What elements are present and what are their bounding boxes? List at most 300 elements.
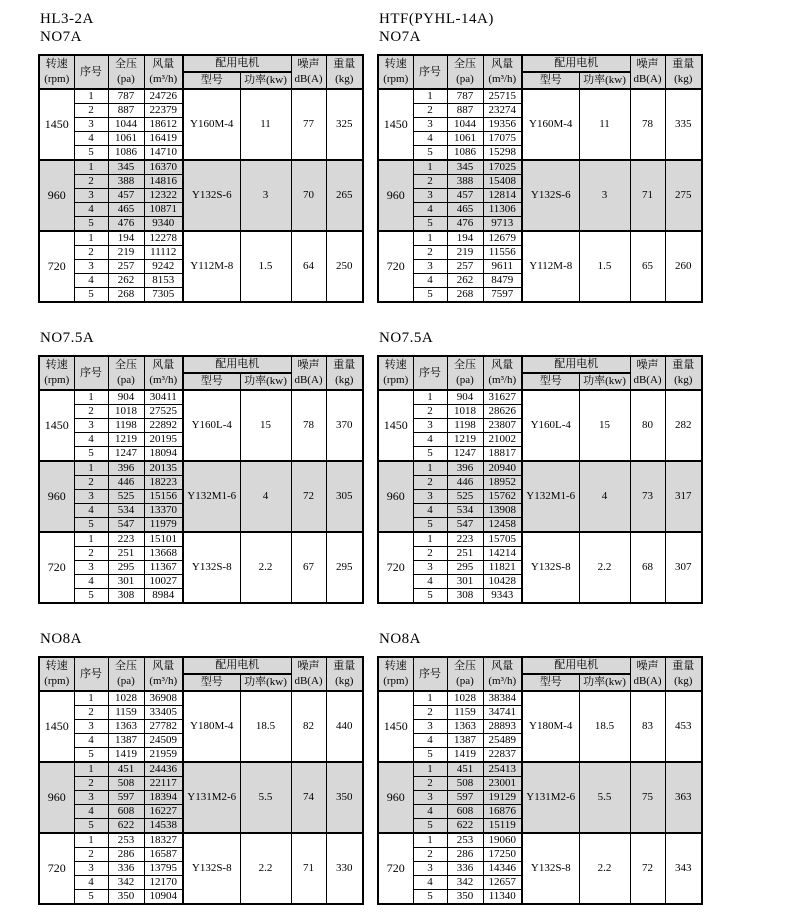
airflow-cell: 34741 <box>483 706 522 720</box>
col-header-seq <box>74 55 108 89</box>
seq-cell: 3 <box>74 561 108 575</box>
pressure-cell: 451 <box>108 762 144 777</box>
airflow-cell: 12814 <box>483 189 522 203</box>
seq-cell: 1 <box>413 833 447 848</box>
rpm-cell: 720 <box>39 833 74 904</box>
col-header-weight-label: 重量 <box>333 359 356 371</box>
seq-cell: 4 <box>74 805 108 819</box>
col-header-motor-group <box>522 55 630 72</box>
power-cell: 1.5 <box>240 231 291 302</box>
pressure-cell: 388 <box>108 175 144 189</box>
seq-cell: 5 <box>74 589 108 604</box>
col-header-power-label: 功率(kw) <box>583 375 626 387</box>
col-header-rpm-label: (rpm) <box>44 675 70 687</box>
airflow-cell: 22379 <box>144 104 183 118</box>
airflow-cell: 17250 <box>483 848 522 862</box>
col-header-pressure-label: 全压 <box>454 359 476 371</box>
table-body <box>378 691 702 904</box>
noise-cell: 71 <box>291 833 326 904</box>
col-header-model-label: 型号 <box>539 74 562 86</box>
airflow-cell: 28893 <box>483 720 522 734</box>
seq-cell: 5 <box>74 819 108 834</box>
col-header-rpm-label: 转速 <box>384 58 407 70</box>
col-header-seq <box>413 55 447 89</box>
seq-cell: 2 <box>74 848 108 862</box>
size-title: NO7.5A <box>40 330 95 346</box>
pressure-cell: 251 <box>108 547 144 561</box>
noise-cell: 70 <box>291 160 326 231</box>
rpm-cell: 1450 <box>39 390 74 461</box>
power-cell: 4 <box>579 461 630 532</box>
pressure-cell: 508 <box>447 777 483 791</box>
airflow-cell: 16419 <box>144 132 183 146</box>
motor-model-cell: Y160M-4 <box>183 89 240 160</box>
header-row <box>39 356 363 373</box>
seq-cell: 3 <box>74 720 108 734</box>
seq-cell: 4 <box>413 805 447 819</box>
col-header-airflow-label: 风量 <box>491 359 514 371</box>
col-header-weight <box>326 55 363 89</box>
pressure-cell: 308 <box>108 589 144 604</box>
col-header-weight-label: 重量 <box>672 359 695 371</box>
fan-spec-table <box>38 656 364 905</box>
airflow-cell: 8984 <box>144 589 183 604</box>
airflow-cell: 27525 <box>144 405 183 419</box>
spec-section <box>38 10 800 303</box>
airflow-cell: 10027 <box>144 575 183 589</box>
col-header-weight-label: 重量 <box>333 660 356 672</box>
seq-cell: 4 <box>413 274 447 288</box>
motor-model-cell: Y132M1-6 <box>522 461 579 532</box>
seq-cell: 1 <box>74 691 108 706</box>
table-titles <box>38 329 362 347</box>
spec-section <box>38 630 800 905</box>
airflow-cell: 23807 <box>483 419 522 433</box>
motor-model-cell: Y180M-4 <box>522 691 579 762</box>
pressure-cell: 525 <box>108 490 144 504</box>
seq-cell: 3 <box>413 419 447 433</box>
col-header-weight-label: (kg) <box>674 675 693 687</box>
col-header-power <box>579 72 630 89</box>
table-row <box>39 461 363 476</box>
seq-cell: 1 <box>74 231 108 246</box>
col-header-rpm-label: 转速 <box>384 660 407 672</box>
airflow-cell: 25489 <box>483 734 522 748</box>
weight-cell: 275 <box>665 160 702 231</box>
weight-cell: 453 <box>665 691 702 762</box>
table-row <box>39 691 363 706</box>
seq-cell: 3 <box>413 189 447 203</box>
rpm-cell: 1450 <box>39 691 74 762</box>
pressure-cell: 547 <box>108 518 144 533</box>
weight-cell: 307 <box>665 532 702 603</box>
airflow-cell: 15408 <box>483 175 522 189</box>
pressure-cell: 787 <box>447 89 483 104</box>
pressure-cell: 608 <box>108 805 144 819</box>
table-row <box>39 390 363 405</box>
spec-section <box>38 329 800 604</box>
col-header-motor-group-label: 配用电机 <box>554 358 599 370</box>
airflow-cell: 8153 <box>144 274 183 288</box>
weight-cell: 350 <box>326 762 363 833</box>
power-cell: 1.5 <box>579 231 630 302</box>
col-header-noise-label: dB(A) <box>294 73 323 85</box>
col-header-power <box>240 674 291 691</box>
airflow-cell: 20135 <box>144 461 183 476</box>
airflow-cell: 27782 <box>144 720 183 734</box>
seq-cell: 2 <box>74 175 108 189</box>
table-row <box>378 160 702 175</box>
seq-cell: 1 <box>74 762 108 777</box>
col-header-airflow <box>144 657 183 691</box>
airflow-cell: 19129 <box>483 791 522 805</box>
pressure-cell: 251 <box>447 547 483 561</box>
table-titles <box>377 10 701 46</box>
col-header-weight-label: 重量 <box>333 58 356 70</box>
airflow-cell: 14538 <box>144 819 183 834</box>
pressure-cell: 308 <box>447 589 483 604</box>
rpm-cell: 1450 <box>378 390 413 461</box>
col-header-rpm <box>39 657 74 691</box>
pressure-cell: 194 <box>108 231 144 246</box>
rpm-cell: 960 <box>378 160 413 231</box>
header-row <box>378 55 702 72</box>
col-header-motor-group <box>183 55 291 72</box>
pressure-cell: 457 <box>108 189 144 203</box>
pressure-cell: 451 <box>447 762 483 777</box>
col-header-weight-label: (kg) <box>674 73 693 85</box>
seq-cell: 2 <box>413 104 447 118</box>
pressure-cell: 257 <box>447 260 483 274</box>
col-header-pressure <box>108 356 144 390</box>
pressure-cell: 1219 <box>447 433 483 447</box>
col-header-rpm-label: 转速 <box>45 58 68 70</box>
airflow-cell: 10871 <box>144 203 183 217</box>
pressure-cell: 1086 <box>108 146 144 161</box>
col-header-pressure-label: 全压 <box>115 359 137 371</box>
col-header-pressure-label: 全压 <box>454 58 476 70</box>
col-header-airflow <box>483 657 522 691</box>
col-header-noise-label: 噪声 <box>297 359 320 371</box>
motor-model-cell: Y132S-8 <box>522 532 579 603</box>
pressure-cell: 1247 <box>108 447 144 462</box>
motor-model-cell: Y132S-6 <box>183 160 240 231</box>
pressure-cell: 219 <box>447 246 483 260</box>
pressure-cell: 1086 <box>447 146 483 161</box>
seq-cell: 4 <box>413 734 447 748</box>
series-title: HL3-2A <box>40 11 94 27</box>
col-header-seq-label: 序号 <box>419 667 441 680</box>
col-header-motor-group-label: 配用电机 <box>215 57 260 69</box>
noise-cell: 83 <box>630 691 665 762</box>
weight-cell: 440 <box>326 691 363 762</box>
pressure-cell: 268 <box>108 288 144 303</box>
seq-cell: 3 <box>74 260 108 274</box>
weight-cell: 265 <box>326 160 363 231</box>
seq-cell: 3 <box>74 189 108 203</box>
col-header-pressure-label: (pa) <box>117 675 135 687</box>
power-cell: 2.2 <box>240 532 291 603</box>
col-header-power-label: 功率(kw) <box>583 74 626 86</box>
airflow-cell: 15298 <box>483 146 522 161</box>
airflow-cell: 12657 <box>483 876 522 890</box>
seq-cell: 1 <box>74 390 108 405</box>
pressure-cell: 223 <box>447 532 483 547</box>
col-header-weight <box>665 356 702 390</box>
col-header-seq <box>74 657 108 691</box>
motor-model-cell: Y112M-8 <box>183 231 240 302</box>
col-header-motor-group <box>522 356 630 373</box>
col-header-power-label: 功率(kw) <box>583 676 626 688</box>
col-header-airflow-label: (m³/h) <box>488 374 517 386</box>
seq-cell: 5 <box>74 288 108 303</box>
seq-cell: 4 <box>413 132 447 146</box>
table-row <box>378 231 702 246</box>
col-header-rpm <box>39 356 74 390</box>
motor-model-cell: Y132S-8 <box>183 833 240 904</box>
table-row <box>39 160 363 175</box>
seq-cell: 1 <box>74 160 108 175</box>
seq-cell: 1 <box>74 89 108 104</box>
table-header <box>378 356 702 390</box>
airflow-cell: 18394 <box>144 791 183 805</box>
table-block <box>38 10 362 303</box>
seq-cell: 5 <box>74 890 108 905</box>
pressure-cell: 223 <box>108 532 144 547</box>
power-cell: 3 <box>579 160 630 231</box>
power-cell: 11 <box>240 89 291 160</box>
seq-cell: 4 <box>413 876 447 890</box>
col-header-noise <box>630 657 665 691</box>
col-header-airflow-label: (m³/h) <box>149 73 178 85</box>
airflow-cell: 16876 <box>483 805 522 819</box>
seq-cell: 4 <box>74 433 108 447</box>
col-header-pressure <box>108 55 144 89</box>
pressure-cell: 1018 <box>108 405 144 419</box>
col-header-rpm <box>378 657 413 691</box>
col-header-pressure <box>447 55 483 89</box>
col-header-weight-label: (kg) <box>335 73 354 85</box>
col-header-model <box>522 674 579 691</box>
col-header-weight-label: (kg) <box>335 675 354 687</box>
pressure-cell: 396 <box>447 461 483 476</box>
noise-cell: 73 <box>630 461 665 532</box>
series-title: HTF(PYHL-14A) <box>379 11 494 27</box>
seq-cell: 5 <box>413 217 447 232</box>
pressure-cell: 1028 <box>447 691 483 706</box>
seq-cell: 2 <box>413 246 447 260</box>
noise-cell: 78 <box>630 89 665 160</box>
seq-cell: 4 <box>74 504 108 518</box>
seq-cell: 1 <box>413 532 447 547</box>
fan-spec-table <box>377 355 703 604</box>
seq-cell: 1 <box>413 691 447 706</box>
airflow-cell: 9242 <box>144 260 183 274</box>
seq-cell: 5 <box>74 518 108 533</box>
seq-cell: 2 <box>413 405 447 419</box>
airflow-cell: 18817 <box>483 447 522 462</box>
rpm-cell: 960 <box>39 160 74 231</box>
rpm-cell: 720 <box>378 231 413 302</box>
rpm-cell: 1450 <box>378 691 413 762</box>
seq-cell: 2 <box>74 246 108 260</box>
col-header-airflow-label: (m³/h) <box>149 675 178 687</box>
seq-cell: 2 <box>413 848 447 862</box>
airflow-cell: 14214 <box>483 547 522 561</box>
col-header-airflow <box>144 55 183 89</box>
col-header-seq-label: 序号 <box>80 667 102 680</box>
col-header-model <box>522 373 579 390</box>
col-header-airflow <box>483 55 522 89</box>
col-header-seq-label: 序号 <box>80 366 102 379</box>
pressure-cell: 622 <box>108 819 144 834</box>
seq-cell: 1 <box>413 160 447 175</box>
header-row <box>39 657 363 674</box>
seq-cell: 4 <box>74 876 108 890</box>
airflow-cell: 22117 <box>144 777 183 791</box>
seq-cell: 4 <box>413 203 447 217</box>
pressure-cell: 1419 <box>447 748 483 763</box>
weight-cell: 250 <box>326 231 363 302</box>
seq-cell: 5 <box>413 748 447 763</box>
seq-cell: 3 <box>413 260 447 274</box>
pressure-cell: 301 <box>447 575 483 589</box>
seq-cell: 5 <box>413 146 447 161</box>
col-header-weight <box>665 657 702 691</box>
seq-cell: 5 <box>74 146 108 161</box>
motor-model-cell: Y112M-8 <box>522 231 579 302</box>
weight-cell: 370 <box>326 390 363 461</box>
pressure-cell: 1247 <box>447 447 483 462</box>
seq-cell: 5 <box>413 819 447 834</box>
rpm-cell: 720 <box>378 833 413 904</box>
col-header-pressure-label: (pa) <box>456 675 474 687</box>
airflow-cell: 21002 <box>483 433 522 447</box>
col-header-rpm-label: (rpm) <box>44 73 70 85</box>
size-title: NO8A <box>40 631 82 647</box>
header-row <box>378 657 702 674</box>
power-cell: 4 <box>240 461 291 532</box>
airflow-cell: 24436 <box>144 762 183 777</box>
pressure-cell: 1419 <box>108 748 144 763</box>
motor-model-cell: Y160M-4 <box>522 89 579 160</box>
sections-root <box>38 10 800 905</box>
airflow-cell: 9611 <box>483 260 522 274</box>
airflow-cell: 15156 <box>144 490 183 504</box>
col-header-airflow-label: 风量 <box>152 359 175 371</box>
noise-cell: 72 <box>291 461 326 532</box>
pressure-cell: 476 <box>447 217 483 232</box>
weight-cell: 335 <box>665 89 702 160</box>
col-header-airflow-label: 风量 <box>152 660 175 672</box>
col-header-pressure-label: 全压 <box>115 660 137 672</box>
pressure-cell: 336 <box>447 862 483 876</box>
seq-cell: 4 <box>413 433 447 447</box>
airflow-cell: 13370 <box>144 504 183 518</box>
table-row <box>378 461 702 476</box>
airflow-cell: 12170 <box>144 876 183 890</box>
col-header-airflow <box>483 356 522 390</box>
rpm-cell: 960 <box>378 461 413 532</box>
col-header-motor-group <box>183 657 291 674</box>
airflow-cell: 9340 <box>144 217 183 232</box>
col-header-power <box>240 373 291 390</box>
seq-cell: 2 <box>74 405 108 419</box>
pressure-cell: 534 <box>108 504 144 518</box>
col-header-noise <box>630 356 665 390</box>
table-row <box>39 532 363 547</box>
col-header-rpm-label: (rpm) <box>383 73 409 85</box>
col-header-model <box>183 373 240 390</box>
table-header <box>39 55 363 89</box>
col-header-power <box>579 674 630 691</box>
airflow-cell: 11112 <box>144 246 183 260</box>
seq-cell: 5 <box>413 288 447 303</box>
col-header-seq <box>413 356 447 390</box>
power-cell: 15 <box>240 390 291 461</box>
col-header-model-label: 型号 <box>539 676 562 688</box>
noise-cell: 74 <box>291 762 326 833</box>
seq-cell: 2 <box>74 547 108 561</box>
airflow-cell: 31627 <box>483 390 522 405</box>
col-header-model-label: 型号 <box>200 74 223 86</box>
airflow-cell: 12458 <box>483 518 522 533</box>
pressure-cell: 301 <box>108 575 144 589</box>
col-header-power-label: 功率(kw) <box>244 375 287 387</box>
airflow-cell: 15705 <box>483 532 522 547</box>
pressure-cell: 1198 <box>447 419 483 433</box>
seq-cell: 2 <box>413 175 447 189</box>
col-header-weight <box>665 55 702 89</box>
airflow-cell: 20940 <box>483 461 522 476</box>
airflow-cell: 25715 <box>483 89 522 104</box>
airflow-cell: 18952 <box>483 476 522 490</box>
col-header-pressure-label: (pa) <box>117 374 135 386</box>
power-cell: 3 <box>240 160 291 231</box>
col-header-pressure-label: (pa) <box>456 73 474 85</box>
weight-cell: 260 <box>665 231 702 302</box>
seq-cell: 3 <box>74 118 108 132</box>
pressure-cell: 1028 <box>108 691 144 706</box>
col-header-power <box>579 373 630 390</box>
airflow-cell: 36908 <box>144 691 183 706</box>
table-row <box>378 390 702 405</box>
seq-cell: 2 <box>413 476 447 490</box>
col-header-rpm <box>39 55 74 89</box>
table-header <box>39 657 363 691</box>
pressure-cell: 525 <box>447 490 483 504</box>
col-header-airflow-label: (m³/h) <box>488 73 517 85</box>
table-row <box>378 762 702 777</box>
airflow-cell: 11340 <box>483 890 522 905</box>
col-header-power-label: 功率(kw) <box>244 676 287 688</box>
seq-cell: 3 <box>413 561 447 575</box>
pressure-cell: 345 <box>447 160 483 175</box>
size-title: NO7A <box>40 29 82 45</box>
col-header-noise-label: 噪声 <box>636 359 659 371</box>
col-header-rpm-label: (rpm) <box>383 675 409 687</box>
col-header-motor-group-label: 配用电机 <box>215 358 260 370</box>
seq-cell: 3 <box>74 419 108 433</box>
table-body <box>39 390 363 603</box>
table-titles <box>377 630 701 648</box>
seq-cell: 4 <box>413 575 447 589</box>
seq-cell: 5 <box>413 890 447 905</box>
airflow-cell: 13668 <box>144 547 183 561</box>
airflow-cell: 23001 <box>483 777 522 791</box>
table-titles <box>377 329 701 347</box>
airflow-cell: 15101 <box>144 532 183 547</box>
